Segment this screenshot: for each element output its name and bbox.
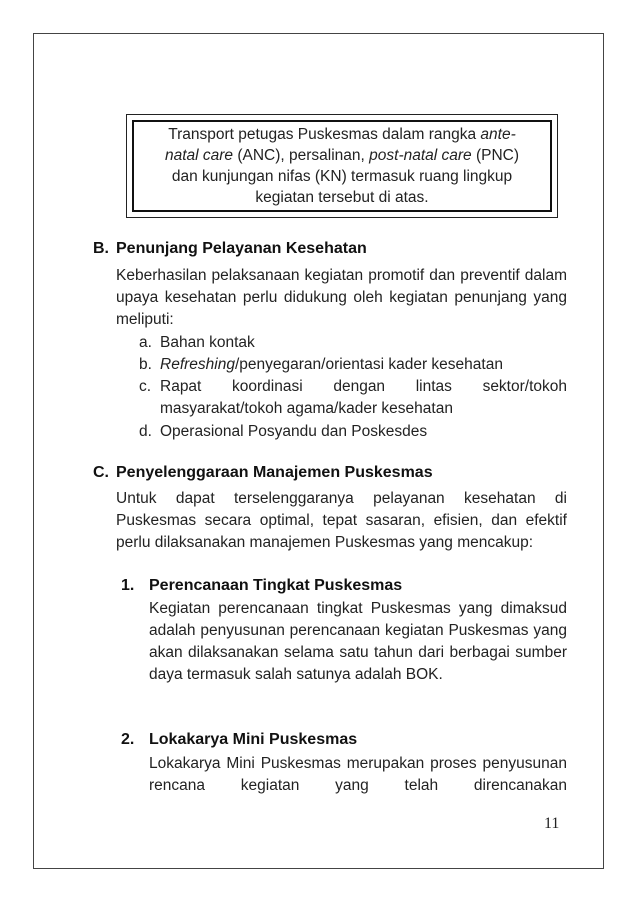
subsection-1-paragraph: Kegiatan perencanaan tingkat Puskesmas yang dimaksud adalah penyusunan perencanaan kegiatan Puskesmas yang akan dilaksanakan selama satu tahun dari berbagai sumber daya termasuk salah satunya adalah BOK.: [149, 600, 567, 683]
note-line-1: Transport petugas Puskesmas dalam rangka ante-: [168, 126, 516, 143]
page-number: 11: [544, 815, 560, 832]
section-c-label: C.: [93, 464, 109, 481]
section-c-heading: [93, 464, 433, 482]
note-line-4: kegiatan tersebut di atas.: [255, 189, 429, 206]
list-item: c. Rapat koordinasi dengan lintas sektor/tokoh masyarakat/tokoh agama/kader kesehatan: [139, 378, 567, 417]
section-b-label: B.: [93, 240, 109, 257]
note-line-2: natal care (ANC), persalinan, post-natal care (PNC): [164, 147, 520, 164]
section-b-paragraph: Keberhasilan pelaksanaan kegiatan promotif dan preventif dalam upaya kesehatan perlu didukung oleh kegiatan penunjang yang meliputi:: [116, 267, 567, 328]
subsection-1-heading: 1. Perencanaan Tingkat Puskesmas: [121, 577, 403, 594]
section-b-title: Penunjang Pelayanan Kesehatan: [116, 240, 367, 257]
note-line-3: dan kunjungan nifas (KN) termasuk ruang lingkup: [171, 168, 513, 185]
subsection-2-paragraph: Lokakarya Mini Puskesmas merupakan proses penyusunan rencana kegiatan yang telah direncanakan: [149, 755, 567, 794]
section-c-title: Penyelenggaraan Manajemen Puskesmas: [116, 464, 433, 481]
section-c-paragraph: Untuk dapat terselenggaranya pelayanan kesehatan di Puskesmas secara optimal, tepat sasaran, efisien, dan efektif perlu dilaksanakan manajemen Puskesmas yang mencakup:: [116, 490, 567, 551]
section-b-heading: [93, 240, 367, 258]
subsection-2-heading: 2. Lokakarya Mini Puskesmas: [121, 731, 358, 748]
note-text: [142, 124, 542, 208]
